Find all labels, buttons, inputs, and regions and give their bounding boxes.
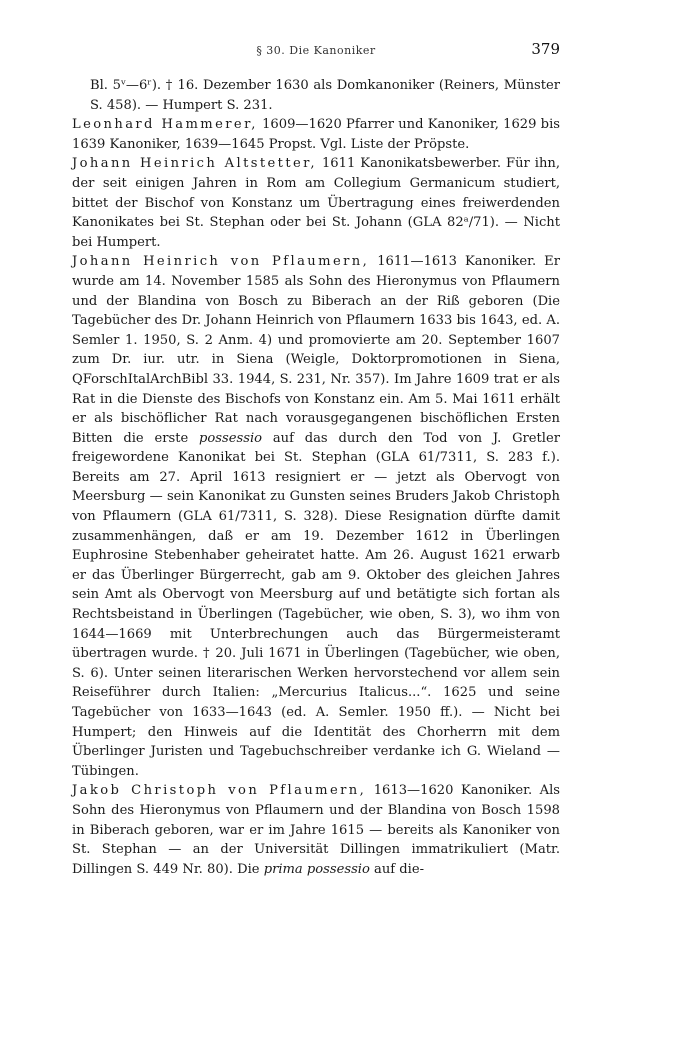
entry-italic: prima possessio: [263, 861, 370, 877]
entry-hammerer: [72, 115, 560, 154]
entry-text: 1609—1620 Pfarrer und Kanoniker, 1629 bis 1639 Kanoniker, 1639—1645 Propst. Vgl. Liste der Pröpste.: [72, 117, 560, 152]
entry-text: auf das durch den Tod von J. Gretler freigewordene Kanonikat bei St. Stephan (GLA 61/7311, S. 283 f.). Bereits am 27. April 1613 resigniert er — jetzt als Obervogt von Meersburg — sein Kanonikat zu Gunsten seines Bruders Jakob Christoph von Pflaumern (GLA 61/7311, S. 328). Diese Resignation dürfte damit zusammenhängen, daß er am 19. Dezember 1612 in Überlingen Euphrosine Stebenhaber geheiratet hatte. Am 26. August 1621 erwarb er das Überlinger Bürgerrecht, gab am 9. Oktober des gleichen Jahres sein Amt als Obervogt von Meersburg auf und betätigte sich fortan als Rechtsbeistand in Überlingen (Tagebücher, wie oben, S. 3), wo ihm von 1644—1669 mit Unterbrechungen auch das Bürgermeisteramt übertragen wurde. † 20. Juli 1671 in Überlingen (Tagebücher, wie oben, S. 6). Unter seinen literarischen Werken hervorstechend vor allem sein Reiseführer durch Italien: „Mercurius Italicus...“. 1625 und seine Tagebücher von 1633—1643 (ed. A. Semler. 1950 ff.). — Nicht bei Humpert; den Hinweis auf die Identität des Chorherrn mit dem Überlinger Juristen und Tagebuchschreiber verdanke ich G. Wieland — Tübingen.: [72, 430, 560, 779]
entry-continuation: [72, 76, 560, 115]
running-head: § 30. Die Kanoniker: [256, 44, 376, 57]
page-number: 379: [531, 40, 560, 58]
entry-text: Bl. 5ᵛ—6ʳ). † 16. Dezember 1630 als Domkanoniker (Reiners, Münster S. 458). — Humpert S. 231.: [90, 78, 560, 113]
entry-name: Leonhard Hammerer,: [72, 117, 258, 133]
entry-text: 1611—1613 Kanoniker. Er wurde am 14. November 1585 als Sohn des Hieronymus von Pflaumern und der Blandina von Bosch zu Biberach an der Riß geboren (Die Tagebücher des Dr. Johann Heinrich von Pflaumern 1633 bis 1643, ed. A. Semler 1. 1950, S. 2 Anm. 4) und promovierte am 20. September 1607 zum Dr. iur. utr. in Siena (Weigle, Doktorpromotionen in Siena, QForschItalArchBibl 33. 1944, S. 231, Nr. 357). Im Jahre 1609 trat er als Rat in die Dienste des Bischofs von Konstanz ein. Am 5. Mai 1611 erhält er als bischöflicher Rat nach vorausgegangenen bischöflichen Ersten Bitten die erste: [72, 254, 560, 446]
entry-jakob-christoph-pflaumern: [72, 781, 560, 879]
entry-name: Johann Heinrich von Pflaumern,: [72, 254, 370, 270]
entry-name: Johann Heinrich Altstetter,: [72, 156, 317, 172]
entry-altstetter: [72, 154, 560, 252]
entry-name: Jakob Christoph von Pflaumern,: [72, 783, 367, 799]
entry-text: 1611 Kanonikatsbewerber. Für ihn, der seit einigen Jahren in Rom am Collegium Germanicum studiert, bittet der Bischof von Konstanz um Übertragung eines freiwerdenden Kanonikates bei St. Stephan oder bei St. Johann (GLA 82ᵃ/71). — Nicht bei Humpert.: [72, 156, 560, 250]
entry-text: 1613—1620 Kanoniker. Als Sohn des Hieronymus von Pflaumern und der Blandina von Bosch 1598 in Biberach geboren, war er im Jahre 1615 — bereits als Kanoniker von St. Stephan — an der Universität Dillingen immatrikuliert (Matr. Dillingen S. 449 Nr. 80). Die: [72, 783, 561, 877]
page-header: [72, 40, 560, 64]
entry-text: auf die-: [369, 861, 425, 877]
entry-italic: possessio: [199, 430, 263, 446]
page-body: [72, 76, 560, 879]
entry-johann-heinrich-pflaumern: [72, 252, 560, 781]
